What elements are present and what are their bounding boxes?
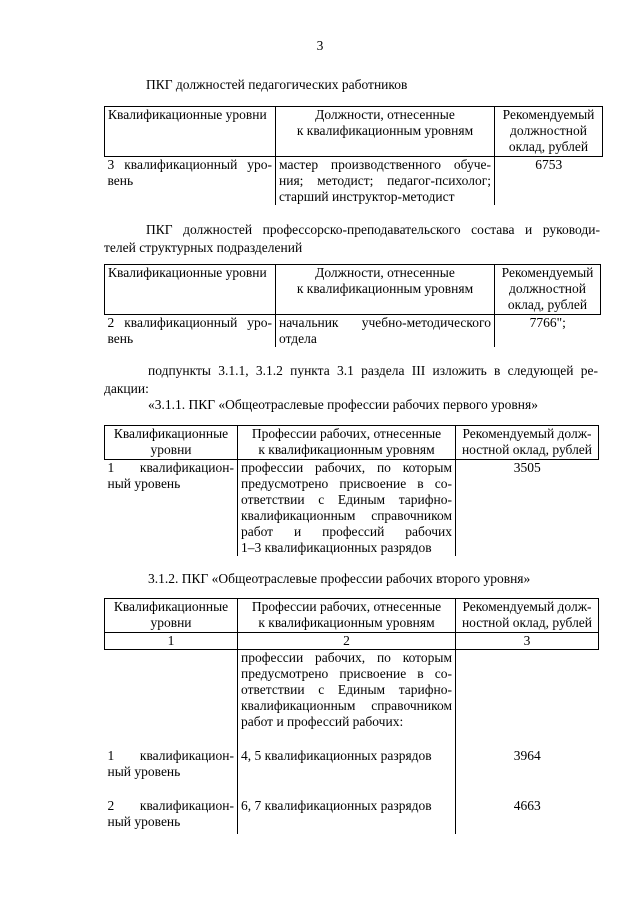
- table-cell-empty: [105, 650, 238, 731]
- section-heading-second-level: 3.1.2. ПКГ «Общеотраслевые профессии рабочих второго уровня»: [148, 571, 531, 586]
- header-positions: Должности, отнесенные к квалификационным уровням: [276, 265, 495, 315]
- table-cell-level: 1 квалификацион- ный уровень: [105, 730, 238, 782]
- table-workers-second-level: [104, 598, 599, 834]
- table-cell-salary: 6753: [495, 157, 603, 206]
- table-cell-grades: 4, 5 квалификационных разрядов: [241, 748, 432, 763]
- table-professors: [104, 264, 601, 347]
- table-cell-positions: начальник учебно-методического отдела: [279, 315, 491, 346]
- header-levels: Квалификационные уровни: [105, 426, 238, 460]
- table-cell-empty: [456, 650, 599, 731]
- table-cell-grades: 6, 7 квалификационных разрядов: [241, 798, 432, 813]
- table-cell-positions: мастер производственного обуче- ния; методист; педагог-психолог; старший инструктор-методист: [279, 157, 491, 204]
- header-salary: Рекомендуемый долж- ностной оклад, рублей: [456, 426, 599, 460]
- table-cell-salary: 7766";: [495, 315, 601, 348]
- section-heading-first-level: «3.1.1. ПКГ «Общеотраслевые профессии рабочих первого уровня»: [148, 397, 538, 412]
- section-heading-pedagogical: ПКГ должностей педагогических работников: [146, 77, 408, 92]
- column-number-3: 3: [456, 633, 599, 650]
- header-levels: Квалификационные уровни: [105, 265, 276, 315]
- table-cell-level: 2 квалификацион- ный уровень: [105, 782, 238, 834]
- table-workers-first-level: [104, 425, 599, 556]
- header-levels: Квалификационные уровни: [105, 107, 276, 157]
- header-levels: Квалификационные уровни: [105, 599, 238, 633]
- header-salary: Рекомендуемый должностной оклад, рублей: [495, 107, 603, 157]
- amendment-paragraph: подпункты 3.1.1, 3.1.2 пункта 3.1 раздела III изложить в следующей ре- дакции:: [104, 363, 598, 396]
- page-number: 3: [316, 38, 324, 53]
- header-positions: Должности, отнесенные к квалификационным уровням: [276, 107, 495, 157]
- header-professions: Профессии рабочих, отнесенные к квалификационным уровням: [238, 599, 456, 633]
- section-heading-professors: ПКГ должностей профессорско-преподавательского состава и руководи- телей структурных подразделений: [104, 222, 600, 255]
- column-number-1: 1: [105, 633, 238, 650]
- column-number-2: 2: [238, 633, 456, 650]
- table-cell-level: 3 квалификационный уро- вень: [105, 157, 276, 206]
- header-professions: Профессии рабочих, отнесенные к квалификационным уровням: [238, 426, 456, 460]
- table-cell-salary: 3505: [456, 460, 599, 557]
- table-cell-salary: 3964: [456, 730, 599, 782]
- header-salary: Рекомендуемый должностной оклад, рублей: [495, 265, 601, 315]
- header-salary: Рекомендуемый долж- ностной оклад, рублей: [456, 599, 599, 633]
- table-cell-professions: профессии рабочих, по которым предусмотрено присвоение в со- ответствии с Единым тарифно- квалификационным справочником работ и профессий рабочих 1–3 квалификационных разрядов: [241, 460, 452, 555]
- table-pedagogical: [104, 106, 603, 205]
- table-cell-professions-intro: профессии рабочих, по которым предусмотрено присвоение в со- ответствии с Единым тарифно- квалификационным справочником работ и профессий рабочих:: [241, 650, 452, 729]
- table-cell-level: 1 квалификацион- ный уровень: [105, 460, 238, 557]
- table-cell-salary: 4663: [456, 782, 599, 834]
- table-cell-level: 2 квалификационный уро- вень: [105, 315, 276, 348]
